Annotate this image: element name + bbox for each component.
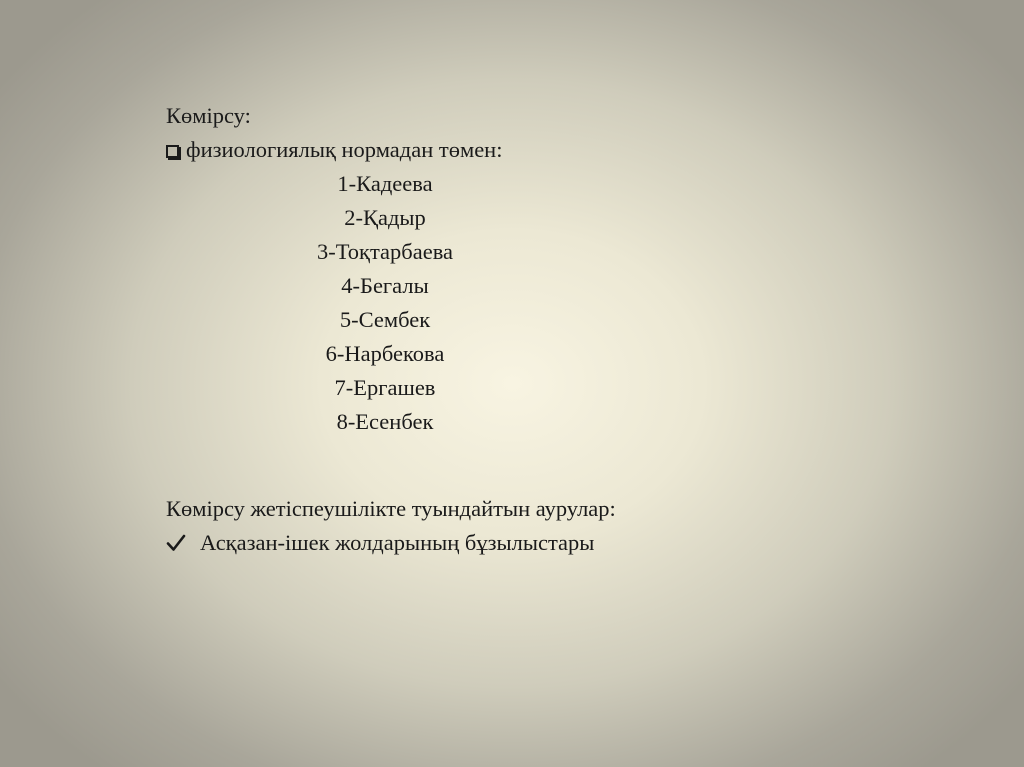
disease-bullet — [166, 526, 594, 560]
student-name-list — [290, 167, 480, 439]
below-norm-bullet — [166, 133, 502, 167]
hollow-square-bullet-icon — [166, 145, 179, 158]
list-item: 4-Бегалы — [341, 273, 429, 298]
carbohydrate-heading: Көмірсу: — [166, 103, 251, 128]
below-norm-bullet-text: физиологиялық нормадан төмен: — [186, 137, 503, 162]
list-item: 5-Сембек — [339, 307, 431, 332]
disease-bullet-text: Асқазан-ішек жолдарының бұзылыстары — [200, 530, 595, 555]
list-item: 2-Қадыр — [344, 205, 426, 230]
list-item: 6-Нарбекова — [325, 341, 445, 366]
deficiency-diseases-heading: Көмірсу жетіспеушілікте туындайтын аурулар: — [166, 496, 616, 521]
list-item: 8-Есенбек — [336, 409, 434, 434]
list-item: 1-Кадеева — [337, 171, 433, 196]
list-item: 7-Ергашев — [334, 375, 436, 400]
list-item: 3-Тоқтарбаева — [316, 239, 454, 264]
checkmark-bullet-icon — [166, 534, 186, 552]
